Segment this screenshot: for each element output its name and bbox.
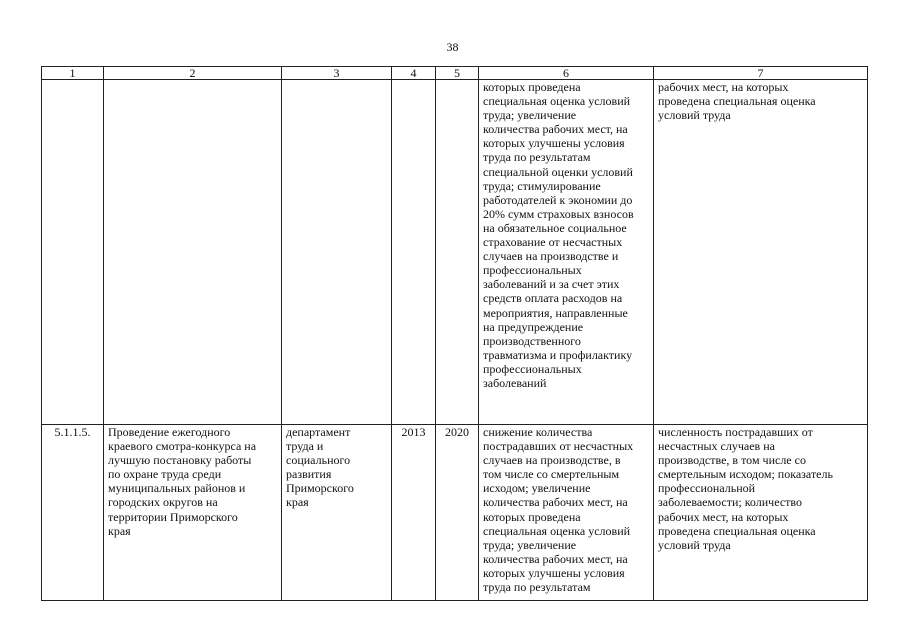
item-number: 5.1.1.5.	[42, 425, 104, 601]
executor	[282, 80, 392, 425]
col-header-1: 1	[42, 67, 104, 80]
measure-name	[104, 80, 282, 425]
measure-name: Проведение ежегодного краевого смотра-конкурса на лучшую постановку работы по охране труда среди муниципальных районов и городских округов на территории Приморского края	[104, 425, 282, 601]
executor: департамент труда и социального развития Приморского края	[282, 425, 392, 601]
expected-result: снижение количества пострадавших от несчастных случаев на производстве, в том числе со смертельным исходом; увеличение количества рабочих мест, на которых проведена специальная оценка условий труда; увеличение количества рабочих мест, на которых улучшены условия труда по результатам	[479, 425, 654, 601]
measures-table	[41, 66, 868, 601]
expected-result: которых проведена специальная оценка условий труда; увеличение количества рабочих мест, на которых улучшены условия труда по результатам специальной оценки условий труда; стимулирование работодателей к экономии до 20% сумм страховых взносов на обязательное социальное страхование от несчастных случаев на производстве и профессиональных заболеваний и за счет этих средств оплата расходов на мероприятия, направленные на предупреждение производственного травматизма и профилактику профессиональных заболеваний	[479, 80, 654, 425]
col-header-7: 7	[654, 67, 868, 80]
table-row	[42, 80, 868, 425]
col-header-5: 5	[436, 67, 479, 80]
indicator: численность пострадавших от несчастных случаев на производстве, в том числе со смертельным исходом; показатель профессиональной заболеваемости; количество рабочих мест, на которых проведена специальная оценка условий труда	[654, 425, 868, 601]
start-year: 2013	[392, 425, 436, 601]
col-header-2: 2	[104, 67, 282, 80]
item-number	[42, 80, 104, 425]
page-number: 38	[446, 40, 459, 54]
end-year: 2020	[436, 425, 479, 601]
table-row	[42, 425, 868, 601]
indicator: рабочих мест, на которых проведена специальная оценка условий труда	[654, 80, 868, 425]
end-year	[436, 80, 479, 425]
start-year	[392, 80, 436, 425]
col-header-4: 4	[392, 67, 436, 80]
col-header-3: 3	[282, 67, 392, 80]
column-number-row	[42, 67, 868, 80]
col-header-6: 6	[479, 67, 654, 80]
